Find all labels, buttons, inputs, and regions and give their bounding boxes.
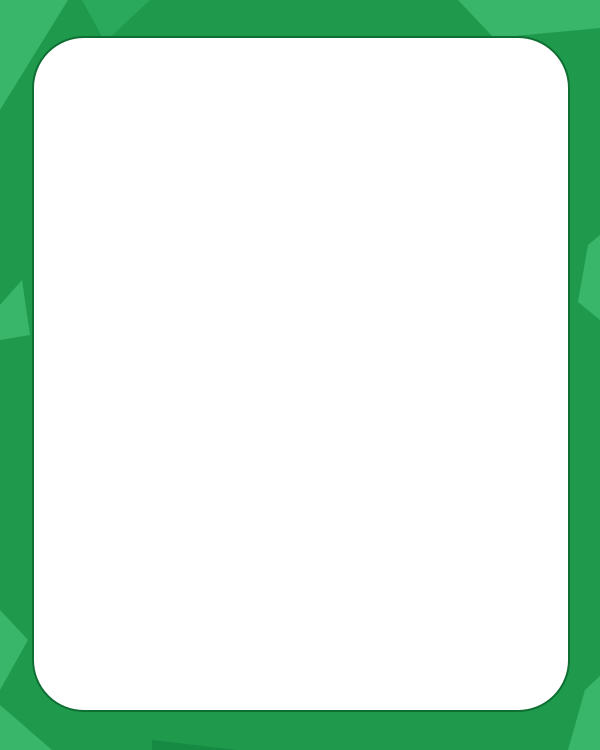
names-card [32, 36, 570, 712]
